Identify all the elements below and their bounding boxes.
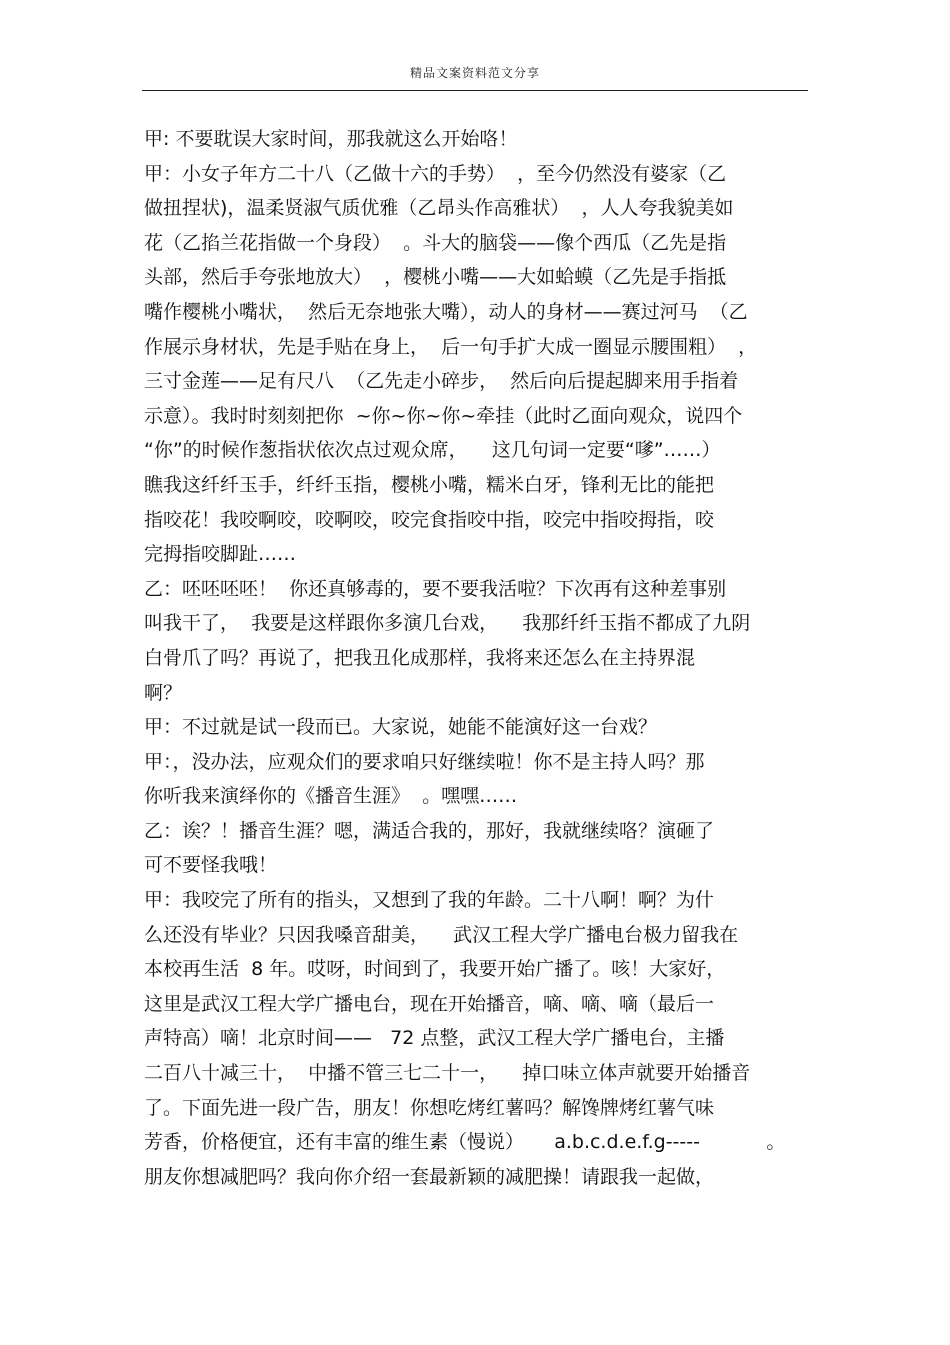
- text-line: 乙：诶？！播音生涯？嗯，满适合我的，那好，我就继续咯？演砸了: [144, 819, 715, 842]
- text-line: 花（乙掐兰花指做一个身段） 。斗大的脑袋——像个西瓜（乙先是指: [144, 231, 727, 254]
- text-line: 了。下面先进一段广告，朋友！你想吃烤红薯吗？解馋牌烤红薯气味: [144, 1096, 715, 1119]
- text-line: 瞧我这纤纤玉手，纤纤玉指，樱桃小嘴，糯米白牙，锋利无比的能把: [144, 473, 715, 496]
- page-header: 精品文案资料范文分享: [409, 66, 540, 80]
- header-divider: [142, 90, 808, 91]
- text-line: 指咬花！我咬啊咬，咬啊咬，咬完食指咬中指，咬完中指咬拇指，咬: [144, 508, 715, 531]
- text-line: 二百八十减三十， 中播不管三七二十一， 掉口味立体声就要开始播音: [144, 1062, 751, 1085]
- text-line: “你”的时候作葱指状依次点过观众席， 这几句词一定要“嗲”……）: [144, 439, 721, 462]
- text-line: 甲：不过就是试一段而已。大家说，她能不能演好这一台戏？: [144, 716, 658, 739]
- text-line: 甲：小女子年方二十八（乙做十六的手势） ，至今仍然没有婆家（乙: [144, 162, 727, 185]
- text-line: 么还没有毕业？只因我嗓音甜美， 武汉工程大学广播电台极力留我在: [144, 923, 739, 946]
- text-line: 白骨爪了吗？再说了，把我丑化成那样，我将来还怎么在主持界混: [144, 646, 696, 669]
- text-line: 甲：我咬完了所有的指头，又想到了我的年龄。二十八啊！啊？为什: [144, 889, 715, 912]
- text-line: 啊？: [144, 681, 183, 704]
- text-line: 作展示身材状，先是手贴在身上， 后一句手扩大成一圈显示腰围粗） ，: [144, 335, 758, 358]
- text-line: 嘴作樱桃小嘴状， 然后无奈地张大嘴），动人的身材——赛过河马 （乙: [144, 300, 748, 323]
- text-line: 朋友你想减肥吗？我向你介绍一套最新颖的减肥操！请跟我一起做，: [144, 1165, 715, 1188]
- document-body: [144, 122, 814, 1194]
- text-line: 示意）。我时时刻刻把你 ~你~你~你~牵挂（此时乙面向观众，说四个: [144, 404, 743, 427]
- text-line: 头部，然后手夸张地放大） ，樱桃小嘴——大如蛤蟆（乙先是手指抵: [144, 266, 727, 289]
- text-line: 甲: 不要耽误大家时间，那我就这么开始咯！: [144, 128, 518, 150]
- text-line: 叫我干了， 我要是这样跟你多演几台戏， 我那纤纤玉指不都成了九阴: [144, 612, 751, 635]
- text-line: 这里是武汉工程大学广播电台，现在开始播音，嘀、嘀、嘀（最后一: [144, 992, 715, 1015]
- text-line: 声特高）嘀！北京时间—— 72 点整，武汉工程大学广播电台，主播: [144, 1027, 725, 1050]
- text-line: 本校再生活 8 年。哎呀，时间到了，我要开始广播了。咳！大家好，: [144, 958, 726, 981]
- text-line: 完拇指咬脚趾……: [144, 543, 297, 566]
- text-line: 你听我来演绎你的《播音生涯》 。嘿嘿……: [144, 785, 518, 808]
- text-line: 乙：呸呸呸呸！ 你还真够毒的，要不要我活啦？下次再有这种差事别: [144, 577, 727, 600]
- text-line: 三寸金莲——足有尺八 （乙先走小碎步， 然后向后提起脚来用手指着: [144, 370, 739, 393]
- text-line: 甲：，没办法，应观众们的要求咱只好继续啦！你不是主持人吗？那: [144, 750, 705, 773]
- text-line: 做扭捏状)，温柔贤淑气质优雅（乙昂头作高雅状） ，人人夸我貌美如: [144, 197, 734, 220]
- text-line: 可不要怪我哦！: [144, 854, 278, 877]
- text-line: 芳香，价格便宜，还有丰富的维生素（慢说） a.b.c.d.e.f.g----- 。: [144, 1131, 786, 1154]
